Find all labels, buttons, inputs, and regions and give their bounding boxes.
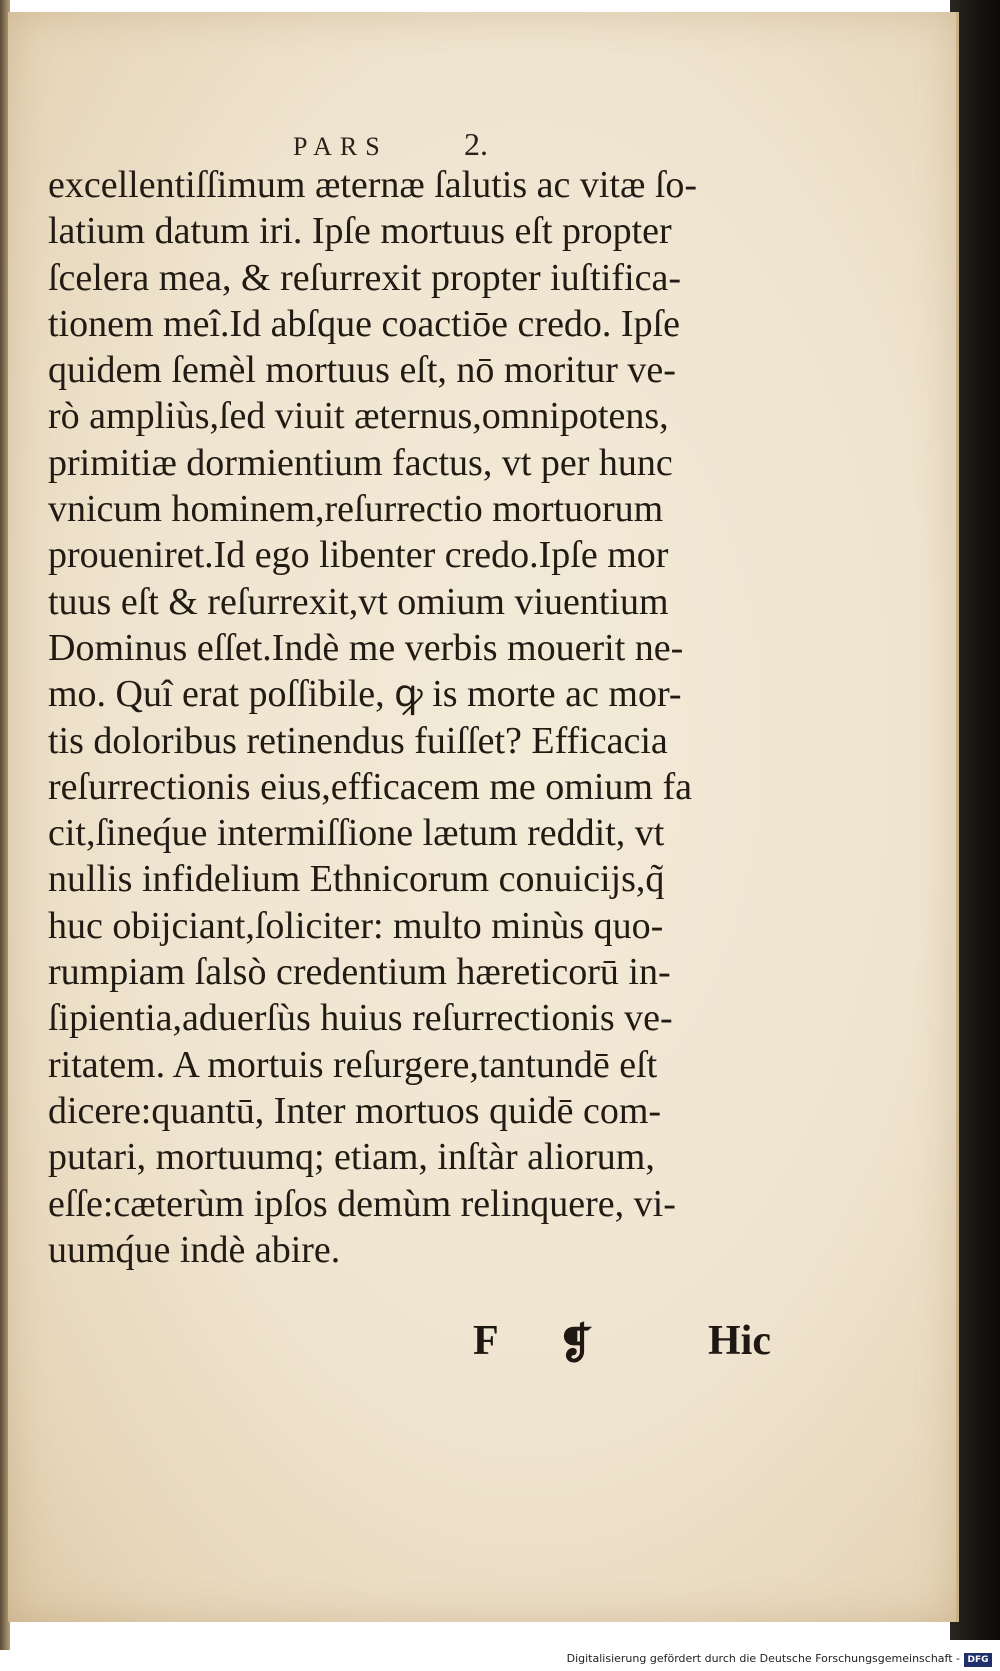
text-line: rò ampliùs,ſed viuit æternus,omnipotens, bbox=[48, 395, 669, 438]
text-line: dicere:quantū, Inter mortuos quidē com- bbox=[48, 1089, 662, 1132]
text-line: rumpiam ſalsò credentium hæreticorū in- bbox=[48, 951, 671, 994]
text-line: eſſe:cæterùm ipſos demùm relinquere, vi- bbox=[48, 1182, 676, 1225]
page-header bbox=[8, 120, 956, 160]
text-line: tionem meî.Id abſque coactiōe credo. Ipſe bbox=[48, 302, 681, 345]
text-line: ſcelera mea, & reſurrexit propter iuſtifica- bbox=[48, 256, 682, 299]
footer-credit: Digitalisierung gefördert durch die Deutsche Forschungsgemeinschaft - bbox=[566, 1652, 960, 1665]
footer-bar bbox=[0, 1650, 1000, 1671]
dfg-logo: DFG bbox=[964, 1653, 992, 1667]
text-line: primitiæ dormientium factus, vt per hunc bbox=[48, 441, 673, 484]
catchword: Hic bbox=[708, 1318, 771, 1364]
text-line: quidem ſemèl mortuus eſt, nō moritur ve- bbox=[48, 349, 676, 392]
text-line: cit,ſineq́ue intermiſſione lætum reddit, vt bbox=[48, 812, 665, 855]
text-line: mo. Quî erat poſſibile, ꝙ is morte ac mor- bbox=[48, 673, 682, 716]
page-number: 2. bbox=[464, 126, 488, 162]
text-line: tis doloribus retinendus fuiſſet? Efficacia bbox=[48, 719, 668, 762]
catchline bbox=[8, 1317, 956, 1367]
text-line: huc obijciant,ſoliciter: multo minùs quo- bbox=[48, 904, 664, 947]
text-line: latium datum iri. Ipſe mortuus eſt propter bbox=[48, 210, 672, 253]
text-line: excellentiſſimum æternæ ſalutis ac vitæ ſo- bbox=[48, 164, 698, 206]
text-line: ritatem. A mortuis reſurgere,tantundē eſt bbox=[48, 1043, 658, 1086]
text-line: putari, mortuumq; etiam, inſtàr aliorum, bbox=[48, 1136, 655, 1179]
text-line: Dominus eſſet.Indè me verbis mouerit ne- bbox=[48, 626, 684, 669]
text-line: proueniret.Id ego libenter credo.Ipſe mor bbox=[48, 534, 669, 577]
ornament-mark: ❡ bbox=[558, 1322, 594, 1368]
book-page bbox=[8, 12, 959, 1622]
signature-mark: F bbox=[473, 1318, 499, 1364]
text-line: tuus eſt & reſurrexit,vt omium viuentium bbox=[48, 580, 669, 623]
text-line: ſipientia,aduerſùs huius reſurrectionis ve- bbox=[48, 997, 673, 1040]
text-line: uumq́ue indè abire. bbox=[48, 1228, 341, 1271]
running-head: PARS bbox=[293, 132, 388, 161]
text-line: nullis infidelium Ethnicorum conuicijs,q̃ bbox=[48, 858, 665, 901]
text-line: reſurrectionis eius,efficacem me omium fa bbox=[48, 765, 692, 808]
body-text bbox=[48, 162, 788, 1273]
text-line: vnicum hominem,reſurrectio mortuorum bbox=[48, 488, 664, 531]
